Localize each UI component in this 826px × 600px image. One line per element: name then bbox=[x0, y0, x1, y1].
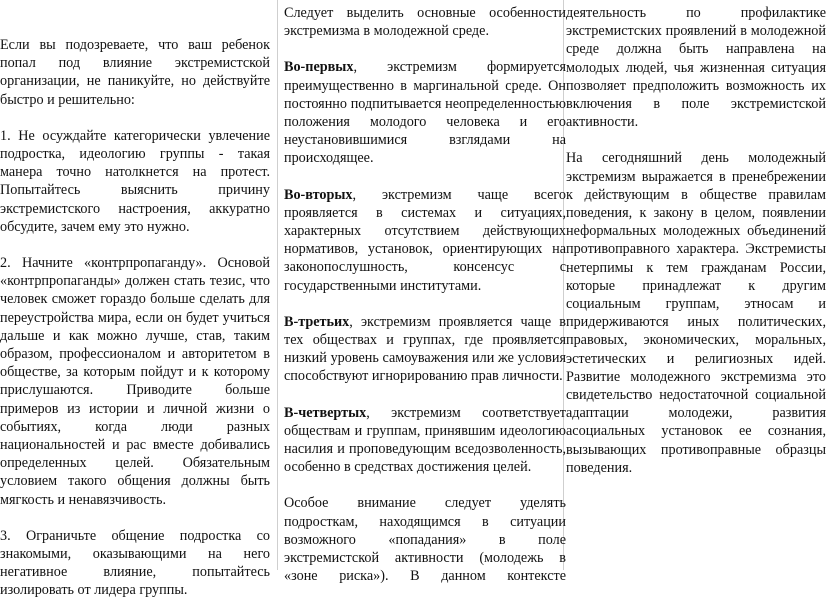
youth-extremism-paragraph: На сегодняшний день молодежный экстремизм выражается в пренебрежении к действующим в обществе правилам поведения, к закону в целом, появлении неформальных молодежных объединений противоправного характера. Экстремисты нетерпимы к тем гражданам России, которые принадлежат к другим социальным группам, этносам и придерживаются иных политических, правовых, экономических, моральных, эстетических и религиозных идей. Развитие молодежного экстремизма это свидетельство недостаточной социальной адаптации молодежи, развития асоциальных установок ее сознания, вызывающих противоправные образцы поведения. bbox=[566, 150, 826, 476]
feature-first-heading: Во-первых bbox=[284, 59, 354, 76]
tip-2-paragraph: 2. Начните «контрпропаганду». Основой «контрпропаганды» должен стать тезис, что человек сможет гораздо больше сделать для переустройства мира, если он будет учиться дальше и как можно лучше, став, таким образом, профессионалом и авторитетом в обществе, за которым пойдут и к которому прислушаются. Приводите больше примеров из истории и личной жизни о событиях, когда люди разных национальностей и рас вместе добивались определенных целей. Обязательным условием такого общения должны быть мягкость и ненавязчивость. bbox=[0, 255, 270, 508]
feature-second bbox=[284, 186, 566, 295]
intro-paragraph: Если вы подозреваете, что ваш ребенок попал под влияние экстремистской организации, не паникуйте, но действуйте быстро и решительно: bbox=[0, 37, 270, 108]
tip-1-paragraph: 1. Не осуждайте категорически увлечение подростка, идеологию группы - такая манера точно натолкнется на протест. Попытайтесь выяснить причину экстремистского настроения, аккуратно обсудите, зачем ему это нужно. bbox=[0, 127, 270, 235]
feature-fourth-heading: В-четвертых bbox=[284, 404, 367, 421]
middle-column bbox=[284, 0, 566, 585]
feature-first-text: , экстремизм формируется преимущественно в маргинальной среде. Он постоянно подпитывается неопределенностью положения молодого человека и его неустановившимися взглядами на происходящее. bbox=[284, 59, 566, 167]
feature-third bbox=[284, 313, 566, 386]
features-intro: Следует выделить основные особенности экстремизма в молодежной среде. bbox=[284, 5, 566, 40]
prevention-paragraph: деятельность по профилактике экстремистских проявлений в молодежной среде должна быть направлена на молодых людей, чья жизненная ситуация позволяет предположить возможность их включения в поле экстремистской активности. bbox=[566, 5, 826, 131]
feature-third-text: , экстремизм проявляется чаще в тех обществах и группах, где проявляется низкий уровень самоуважения или же условия способствуют игнорированию прав личности. bbox=[284, 313, 566, 385]
feature-fourth-text: , экстремизм соответствует обществам и группам, принявшим идеологию насилия и проповедующим вседозволенность, особенно в средствах достижения целей. bbox=[284, 404, 566, 476]
feature-first bbox=[284, 58, 566, 167]
tip-3-paragraph: 3. Ограничьте общение подростка со знакомыми, оказывающими на него негативное влияние, попытайтесь изолировать от лидера группы. bbox=[0, 527, 270, 599]
feature-second-heading: Во-вторых bbox=[284, 186, 353, 203]
feature-third-heading: В-третьих bbox=[284, 313, 350, 330]
feature-second-text: , экстремизм чаще всего проявляется в системах и ситуациях, характерных отсутствием действующих нормативов, установок, ориентирующих на законопослушность, консенсус с государственными институтами. bbox=[284, 186, 566, 294]
column-divider bbox=[277, 0, 278, 570]
feature-fourth bbox=[284, 404, 566, 477]
right-column bbox=[566, 0, 826, 570]
left-column bbox=[0, 0, 270, 599]
risk-zone-paragraph: Особое внимание следует уделять подросткам, находящимся в ситуации возможного «попадания» в поле экстремистской активности (молодежь в «зоне риска»). В данном контексте bbox=[284, 495, 566, 585]
